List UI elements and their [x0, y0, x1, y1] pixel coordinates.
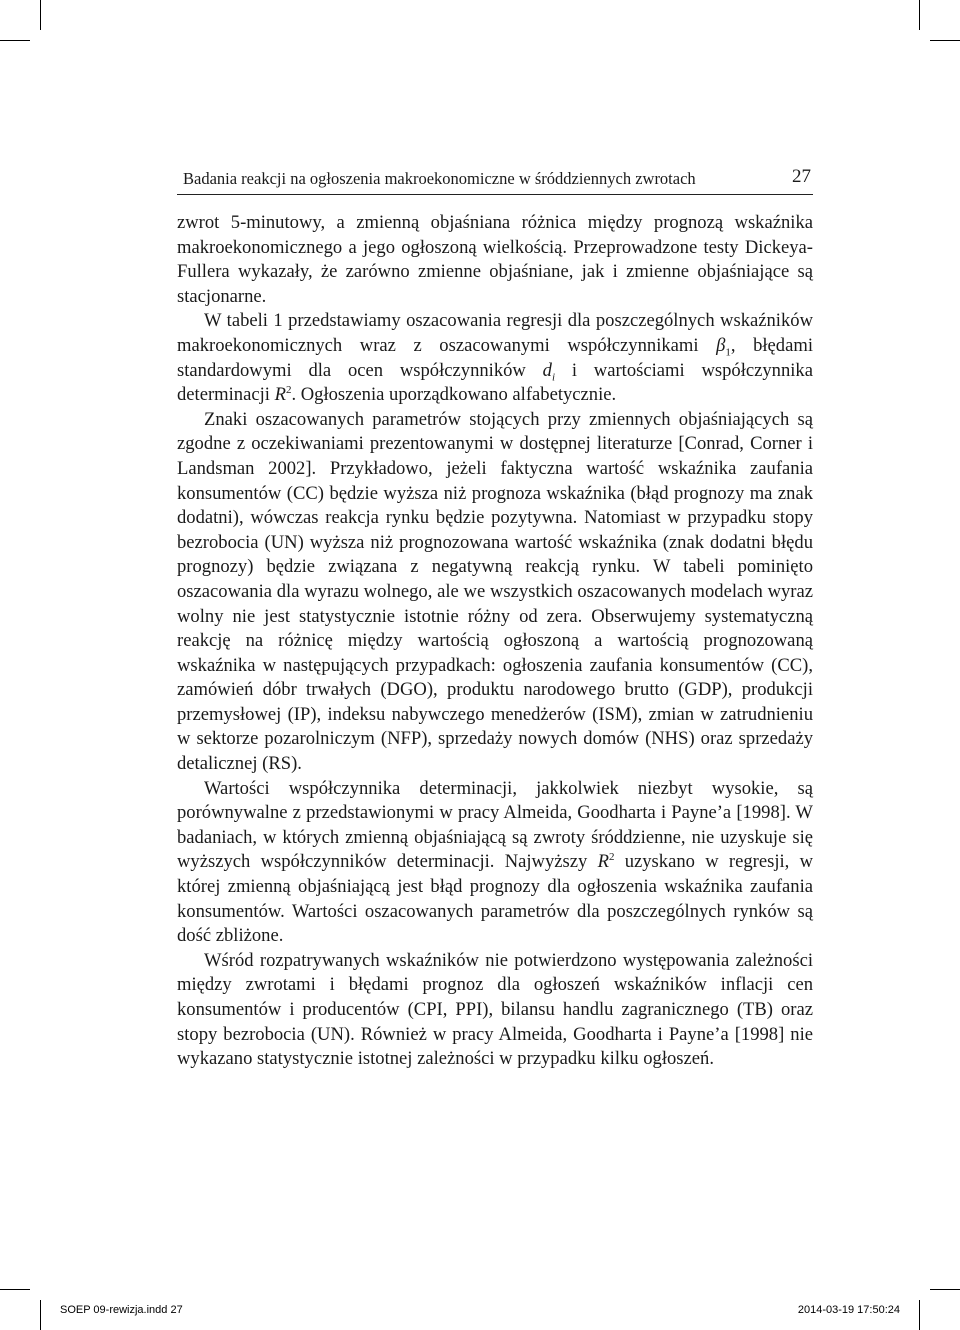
footer-file: SOEP 09-rewizja.indd 27 — [60, 1304, 183, 1316]
r-symbol: R — [274, 384, 286, 406]
crop-mark — [40, 0, 41, 30]
r-superscript: 2 — [285, 383, 292, 396]
crop-mark — [919, 1300, 920, 1330]
text-run: , błędami standardowymi dla ocen współczynników — [177, 334, 813, 381]
footer-timestamp: 2014-03-19 17:50:24 — [797, 1304, 900, 1316]
crop-mark — [930, 1289, 960, 1290]
text-run: i wartościami współczynnika determinacji — [177, 359, 813, 406]
paragraph-2 — [177, 309, 813, 407]
running-header — [177, 166, 813, 195]
paragraph-5: Wśród rozpatrywanych wskaźników nie potwierdzono występowania zależności między zwrotami i błędami prognoz dla ogłoszeń wskaźników inflacji cen konsumentów i producentów (CPI, PPI), bilansu handlu zagranicznego (TB) oraz stopy bezrobocia (UN). Również w pracy Almeida, Goodharta i Payne’a [1998] nie wykazano statystycznie istotnej zależności w przypadku kilku ogłoszeń. — [177, 949, 813, 1070]
crop-mark — [0, 40, 30, 41]
running-title: Badania reakcji na ogłoszenia makroekonomiczne w śróddziennych zwrotach — [183, 169, 696, 188]
paragraph-4 — [177, 777, 813, 949]
crop-mark — [930, 40, 960, 41]
r-superscript: 2 — [608, 851, 615, 864]
text-run: uzyskano w regresji, w której zmienną objaśniającą jest błąd prognozy dla ogłoszenia wskaźnika zaufania konsumentów. Wartości oszacowanych parametrów dla poszczególnych rynków są dość zbliżone. — [177, 851, 813, 947]
body-text — [177, 211, 813, 1072]
text-run: . Ogłoszenia uporządkowano alfabetycznie. — [291, 384, 617, 406]
crop-mark — [0, 1289, 30, 1290]
beta-subscript: 1 — [725, 346, 731, 359]
r-symbol: R — [597, 851, 609, 873]
crop-mark — [40, 1300, 41, 1330]
paragraph-1: zwrot 5-minutowy, a zmienną objaśniana różnica między prognozą wskaźnika makroekonomicznego a jego ogłoszoną wielkością. Przeprowadzone testy Dickeya-Fullera wykazały, że zarówno zmienne objaśniane, jak i zmienne objaśniające są stacjonarne. — [177, 212, 813, 307]
text-run: W tabeli 1 przedstawiamy oszacowania regresji dla poszczególnych wskaźników makroekonomicznych wraz z oszacowanymi współczynnikami — [177, 310, 813, 356]
beta-symbol: β — [716, 334, 726, 356]
page-number: 27 — [792, 166, 811, 187]
paragraph-3: Znaki oszacowanych parametrów stojących przy zmiennych objaśniających są zgodne z oczekiwaniami prezentowanymi w dostępnej literaturze [Conrad, Corner i Landsman 2002]. Przykładowo, jeżeli faktyczna wartość wskaźnika zaufania konsumentów (CC) będzie wyższa niż prognoza wskaźnika (błąd prognozy ma znak dodatni), wówczas reakcja rynku będzie pozytywna. Natomiast w przypadku stopy bezrobocia (UN) wyższa niż prognozowana wartość wskaźnika (znak dodatni błędu prognozy) będzie związana z negatywną reakcją rynku. W tabeli pominięto oszacowania dla wyrazu wolnego, ale we wszystkich oszacowanych modelach wyraz wolny nie jest statystycznie istotnie różny od zera. Obserwujemy systematyczną reakcję na różnicę między wartością ogłoszoną a wartością prognozowaną wskaźnika w następujących przypadkach: ogłoszenia zaufania konsumentów (CC), zamówień dóbr trwałych (DGO), produktu narodowego brutto (GDP), produkcji przemysłowej (IP), indeksu nabywczego menedżerów (ISM), zmian w zatrudnieniu w sektorze pozarolniczym (NFP), sprzedaży nowych domów (NHS) oraz sprzedaży detalicznej (RS). — [177, 408, 813, 775]
d-subscript: i — [551, 371, 556, 384]
text-run: Wartości współczynnika determinacji, jakkolwiek niezbyt wysokie, są porównywalne z przedstawionymi w pracy Almeida, Goodharta i Payne’a [1998]. W badaniach, w których zmienną objaśniającą są zwroty śróddzienne, nie uzyskuje się wyższych współczynników determinacji. Najwyższy — [177, 777, 813, 873]
crop-mark — [919, 0, 920, 30]
d-symbol: d — [542, 359, 552, 381]
